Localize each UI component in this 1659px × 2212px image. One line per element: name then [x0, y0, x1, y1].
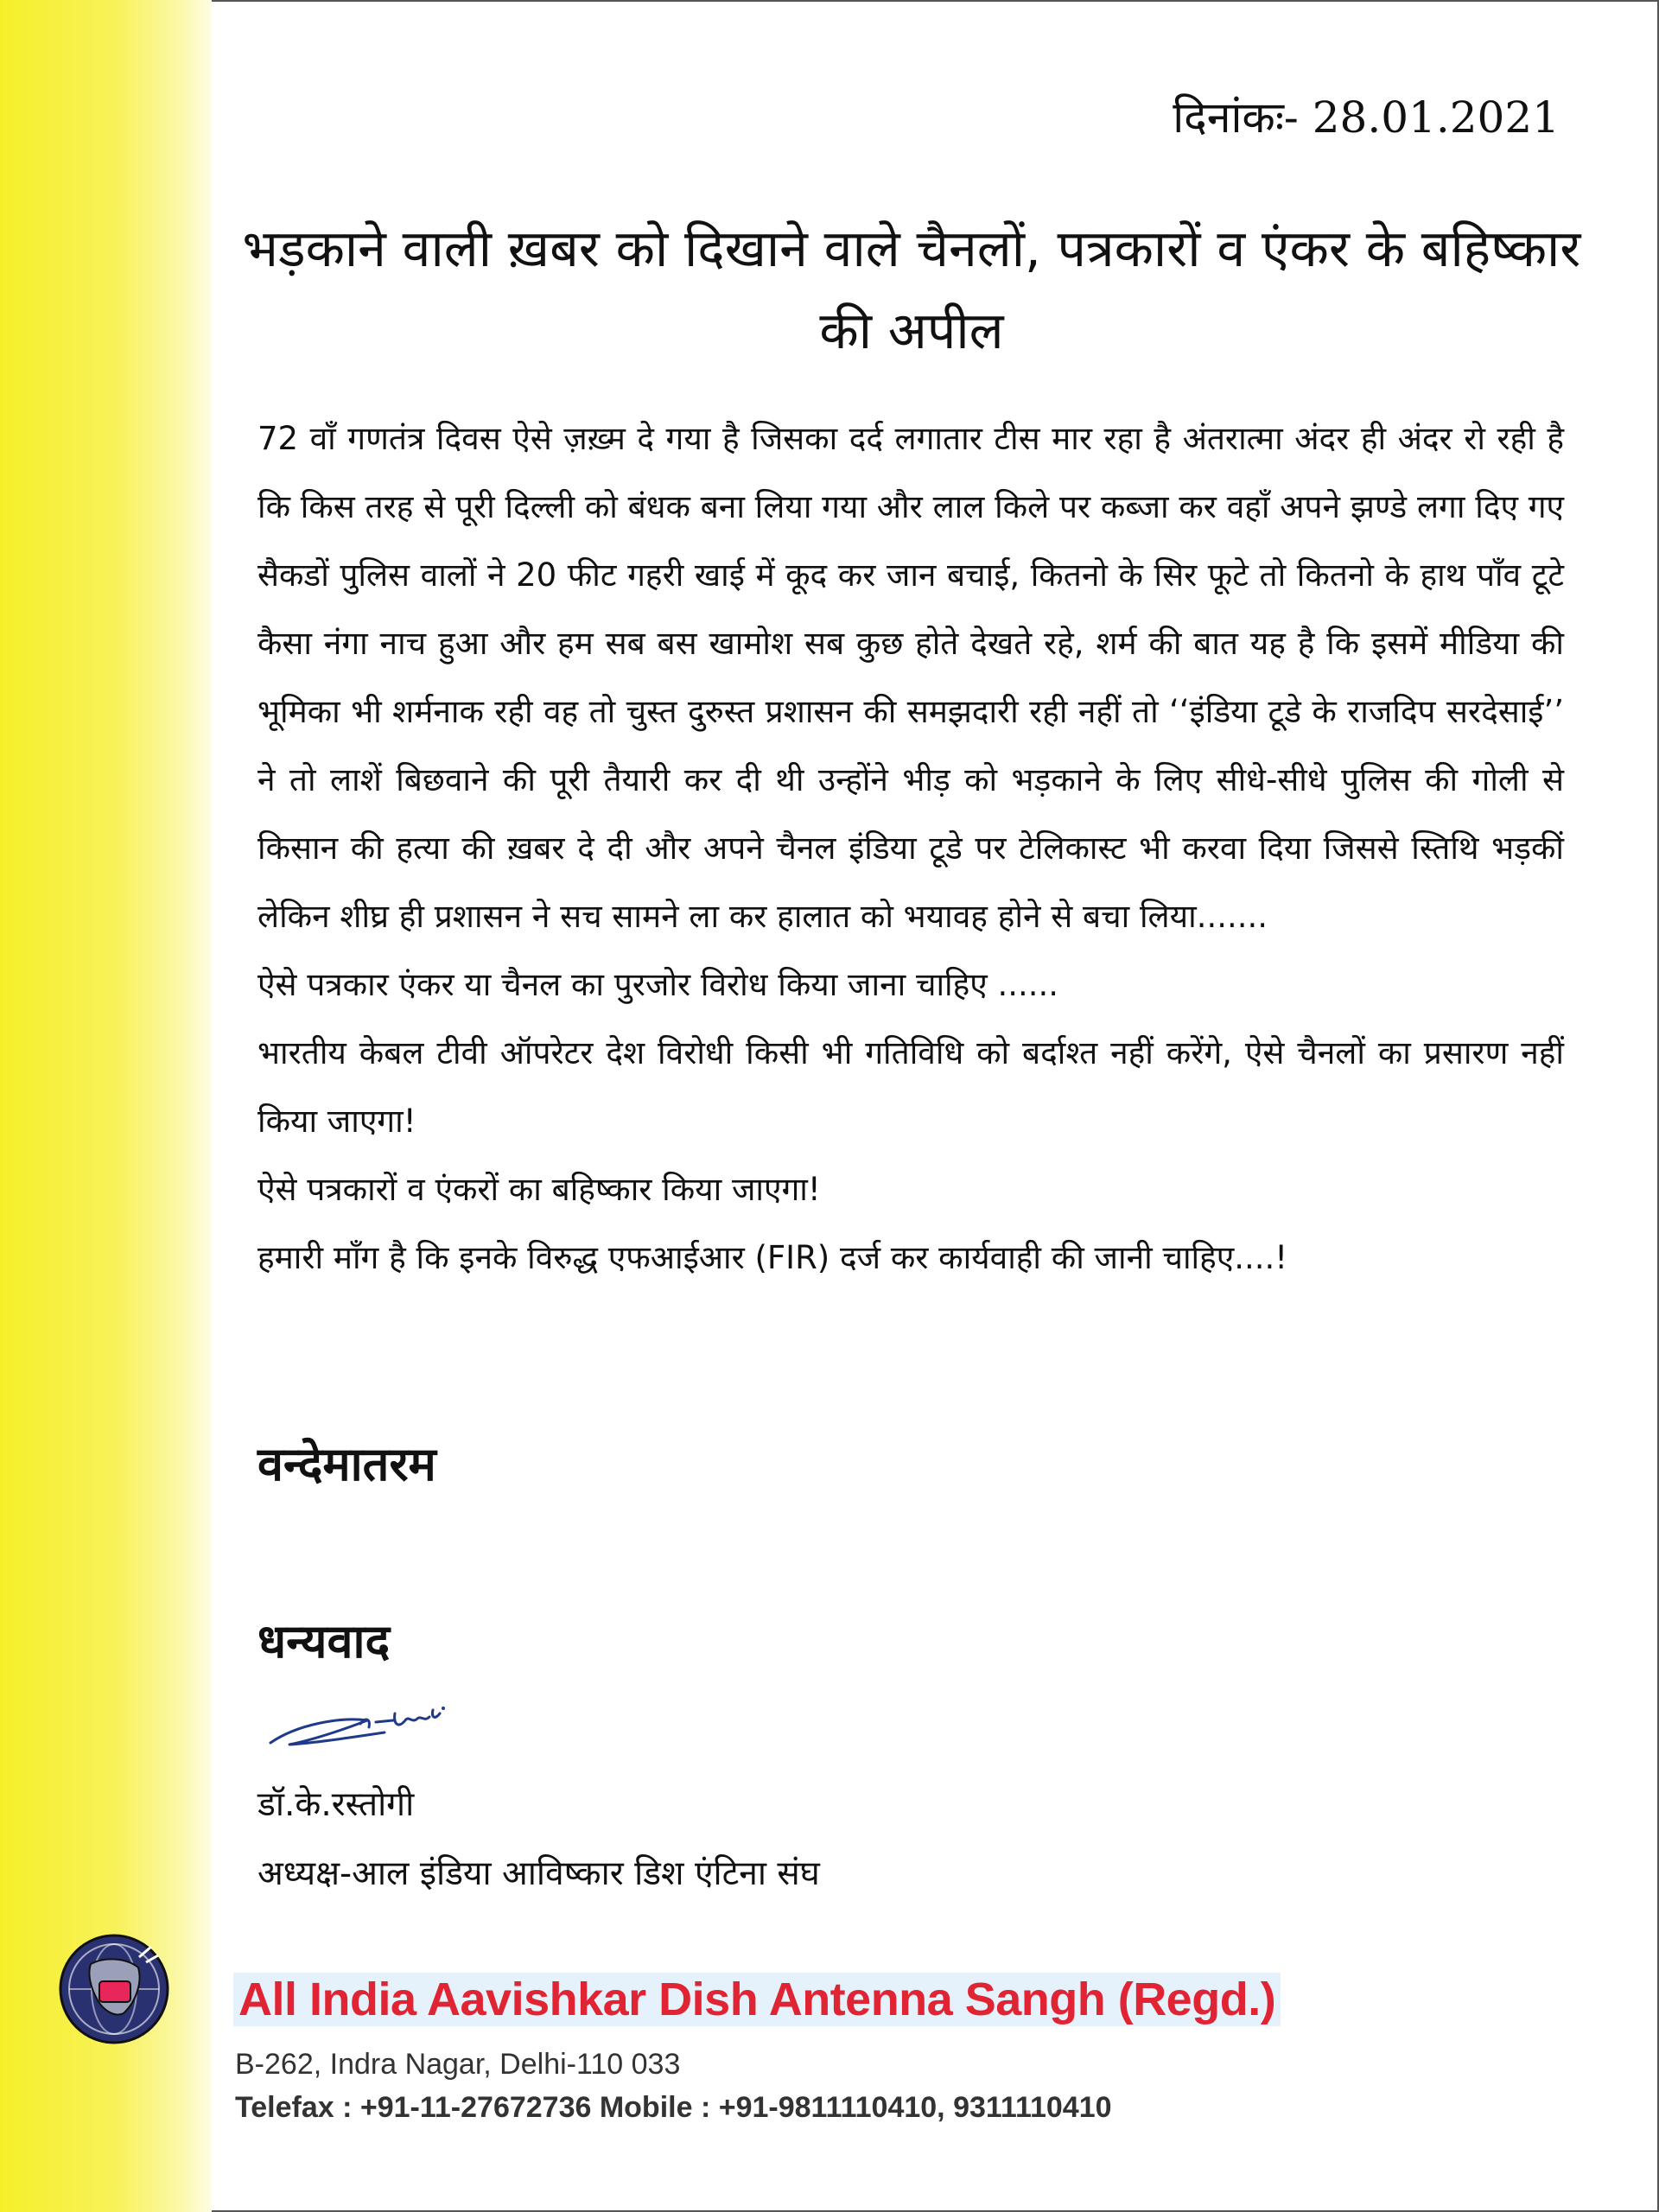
closing-salutation: वन्देमातरम [257, 1437, 436, 1491]
letter-headline: भड़काने वाली ख़बर को दिखाने वाले चैनलों, पत्रकारों व एंकर के बहिष्कार की अपील [242, 219, 1581, 360]
letterhead-yellow-strip [0, 0, 212, 2212]
body-paragraph-5: हमारी माँग है कि इनके विरुद्ध एफआईआर (FIR) दर्ज कर कार्यवाही की जानी चाहिए....! [257, 1239, 1288, 1276]
organization-name: All India Aavishkar Dish Antenna Sangh (Regd.) [233, 1973, 1281, 2026]
globe-dish-antenna-emblem-icon [56, 1931, 173, 2048]
organization-address: B-262, Indra Nagar, Delhi-110 033 [235, 2048, 681, 2081]
body-paragraph-3: भारतीय केबल टीवी ऑपरेटर देश विरोधी किसी भी गतिविधि को बर्दाश्त नहीं करेंगे, ऐसे चैनलों का प्रसारण नहीं किया जाएगा! [257, 1034, 1564, 1140]
date-line: दिनांकः- 28.01.2021 [1173, 92, 1560, 143]
body-paragraph-2: ऐसे पत्रकार एंकर या चैनल का पुरजोर विरोध किया जाना चाहिए ...... [257, 966, 1059, 1003]
body-paragraph-1: 72 वाँ गणतंत्र दिवस ऐसे ज़ख़्म दे गया है जिसका दर्द लगातार टीस मार रहा है अंतरात्मा अंदर ही अंदर रो रही है कि किस तरह से पूरी दिल्ली को बंधक बना लिया गया और लाल किले पर कब्जा कर वहाँ अपने झण्डे लगा दिए गए सैकडों पुलिस वालों ने 20 फीट गहरी खाई में कूद कर जान बचाई, कितनो के सिर फूटे तो कितनो के हाथ पाँव टूटे कैसा नंगा नाच हुआ और हम सब बस खामोश सब कुछ होते देखते रहे, शर्म की बात यह है कि इसमें मीडिया की भूमिका भी शर्मनाक रही वह तो चुस्त दुरुस्त प्रशासन की समझदारी रही नहीं तो ‘‘इंडिया टूडे के राजदिप सरदेसाई’’ ने तो लाशें बिछवाने की पूरी तैयारी कर दी थी उन्होंने भीड़ को भड़काने के लिए सीधे-सीधे पुलिस की गोली से किसान की हत्या की ख़बर दे दी और अपने चैनल इंडिया टूडे पर टेलिकास्ट भी करवा दिया जिससे स्तिथि भड़कीं लेकिन शीघ्र ही प्रशासन ने सच सामने ला कर हालात को भयावह होने से बचा लिया....... [257, 420, 1564, 935]
organization-contact: Telefax : +91-11-27672736 Mobile : +91-9811110410, 9311110410 [235, 2091, 1112, 2124]
body-paragraph-4: ऐसे पत्रकारों व एंकरों का बहिष्कार किया जाएगा! [257, 1171, 821, 1208]
signature-image [264, 1698, 471, 1758]
signer-name: डॉ.के.रस्तोगी [257, 1785, 415, 1824]
thanks-line: धन्यवाद [257, 1614, 391, 1669]
signer-title: अध्यक्ष-आल इंडिया आविष्कार डिश एंटिना संघ [257, 1854, 820, 1893]
letter-body [257, 404, 1564, 1292]
